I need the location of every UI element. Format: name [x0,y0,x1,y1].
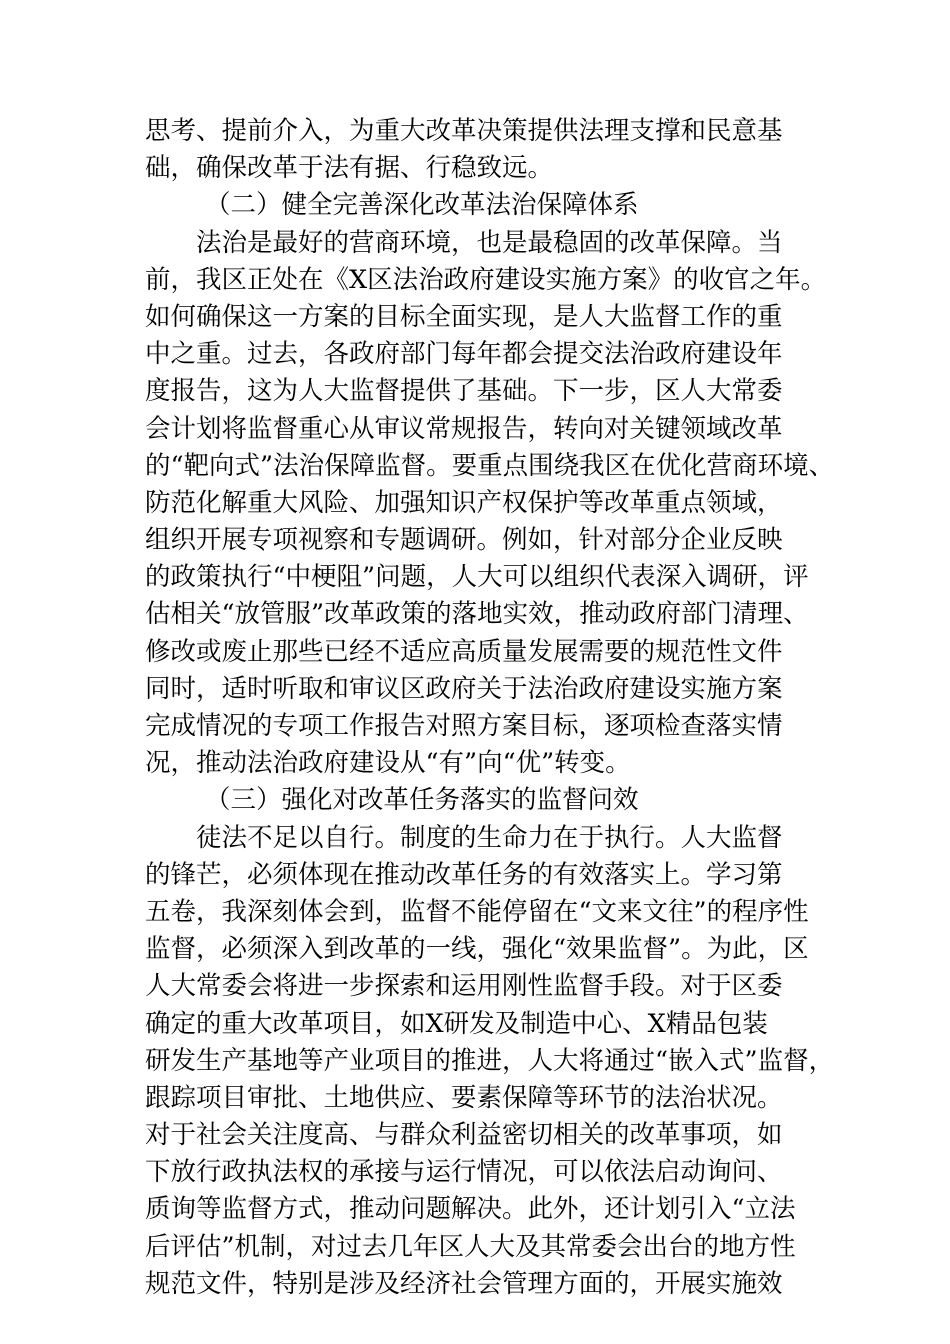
text-line: 修改或废止那些已经不适应高质量发展需要的规范性文件 [145,636,783,667]
text-line: 的锋芒，必须体现在推动改革任务的有效落实上。学习第 [145,859,783,890]
text-line: 的政策执行“中梗阻”问题，人大可以组织代表深入调研，评 [145,562,809,593]
section-heading: （三）强化对改革任务落实的监督问效 [205,785,639,816]
text-line: 人大常委会将进一步探索和运用刚性监督手段。对于区委 [145,971,783,1002]
section-heading: （二）健全完善深化改革法治保障体系 [205,190,639,221]
text-line: 础，确保改革于法有据、行稳致远。 [145,153,554,184]
document-body [145,113,845,1303]
text-line: 后评估”机制，对过去几年区人大及其常委会出台的地方性 [145,1231,796,1262]
text-line: 如何确保这一方案的目标全面实现，是人大监督工作的重 [145,301,783,332]
text-line: 的“靶向式”法治保障监督。要重点围绕我区在优化营商环境、 [145,450,835,481]
text-line: 监督，必须深入到改革的一线，强化“效果监督”。为此，区 [145,934,809,965]
text-line: 组织开展专项视察和专题调研。例如，针对部分企业反映 [145,525,783,556]
text-line: 跟踪项目审批、土地供应、要素保障等环节的法治状况。 [145,1082,783,1113]
text-line: 对于社会关注度高、与群众利益密切相关的改革事项，如 [145,1120,783,1151]
text-line: 前，我区正处在《X区法治政府建设实施方案》的收官之年。 [145,264,827,295]
text-line: 研发生产基地等产业项目的推进，人大将通过“嵌入式”监督， [145,1045,835,1076]
text-line: 防范化解重大风险、加强知识产权保护等改革重点领域， [145,487,783,518]
text-line: 况，推动法治政府建设从“有”向“优”转变。 [145,748,631,779]
text-line: 下放行政执法权的承接与运行情况，可以依法启动询问、 [145,1157,783,1188]
text-line: 中之重。过去，各政府部门每年都会提交法治政府建设年 [145,339,783,370]
text-line: 度报告，这为人大监督提供了基础。下一步，区人大常委 [145,376,783,407]
text-line: 法治是最好的营商环境，也是最稳固的改革保障。当 [145,227,783,258]
text-line: 会计划将监督重心从审议常规报告，转向对关键领域改革 [145,413,783,444]
text-line: 思考、提前介入，为重大改革决策提供法理支撑和民意基 [145,116,783,146]
text-line: 规范文件，特别是涉及经济社会管理方面的，开展实施效 [145,1268,783,1299]
text-line: 五卷，我深刻体会到，监督不能停留在“文来文往”的程序性 [145,896,809,927]
text-line: 估相关“放管服”改革政策的落地实效，推动政府部门清理、 [145,599,809,630]
text-line: 质询等监督方式，推动问题解决。此外，还计划引入“立法 [145,1194,796,1225]
text-line: 同时，适时听取和审议区政府关于法治政府建设实施方案 [145,673,783,704]
text-line: 完成情况的专项工作报告对照方案目标，逐项检查落实情 [145,711,783,741]
text-line: 确定的重大改革项目，如X研发及制造中心、X精品包装 [145,1008,768,1039]
text-line: 徒法不足以自行。制度的生命力在于执行。人大监督 [145,822,783,853]
